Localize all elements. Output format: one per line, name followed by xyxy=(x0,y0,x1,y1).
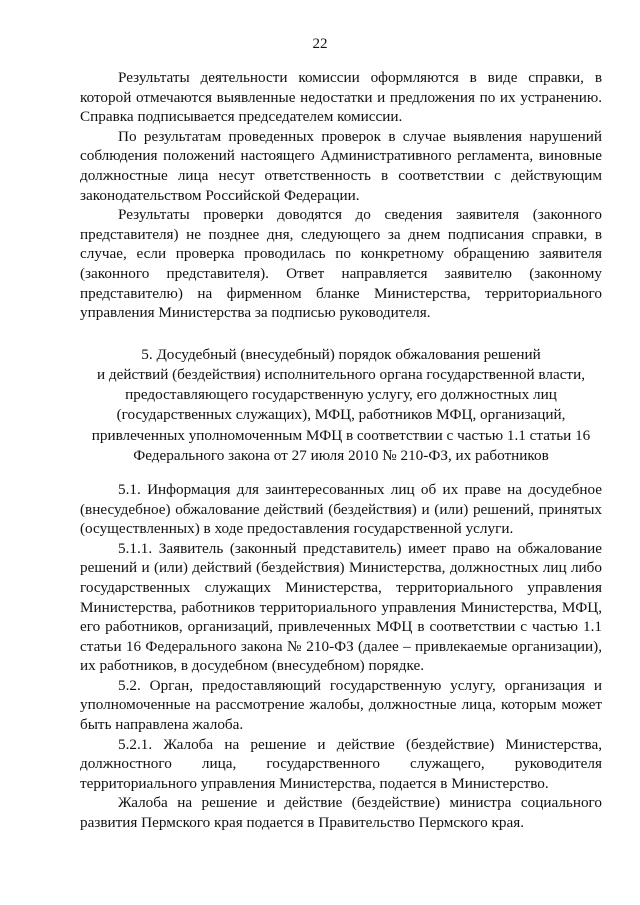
paragraph-inspection-results: Результаты проверки доводятся до сведения заявителя (законного представителя) не позднее дня, следующего за днем подписания справки, в случае, если проверка проводилась по конкретному обращению заявителя (законного представителя). Ответ направляется заявителю (законному представителю) на фирменном бланке Министерства, территориального управления Министерства за подписью руководителя. xyxy=(80,206,602,322)
paragraph-5-1: 5.1. Информация для заинтересованных лиц об их праве на досудебное (внесудебное) обжалование действий (бездействия) и (или) решений, принятых (осуществленных) в ходе предоставления государственной услуги. xyxy=(80,480,602,538)
page-number: 22 xyxy=(312,36,328,52)
section-5-heading xyxy=(80,345,602,466)
section-heading-line: предоставляющего государственную услугу, его должностных лиц xyxy=(125,386,557,404)
section-heading-line: привлеченных уполномоченным МФЦ в соответствии с частью 1.1 статьи 16 xyxy=(91,426,591,444)
paragraph-5-2-1: 5.2.1. Жалоба на решение и действие (бездействие) Министерства, должностного лица, государственного служащего, руководителя территориального управления Министерства, подается в Министерство. xyxy=(80,735,602,792)
paragraph-violations-responsibility: По результатам проведенных проверок в случае выявления нарушений соблюдения положений настоящего Административного регламента, виновные должностные лица несут ответственность в соответствии с действующим законодательством Российской Федерации. xyxy=(80,127,602,204)
section-heading-line: 5. Досудебный (внесудебный) порядок обжалования решений xyxy=(141,345,541,363)
section-heading-line: (государственных служащих), МФЦ, работников МФЦ, организаций, xyxy=(116,406,566,424)
paragraph-commission-results: Результаты деятельности комиссии оформляются в виде справки, в которой отмечаются выявленные недостатки и предложения по их устранению. Справка подписывается председателем комиссии. xyxy=(80,69,602,126)
section-heading-line: Федерального закона от 27 июля 2010 № 210-ФЗ, их работников xyxy=(133,446,549,464)
document-body xyxy=(80,68,602,833)
paragraph-minister-complaint: Жалоба на решение и действие (бездействие) министра социального развития Пермского края подается в Правительство Пермского края. xyxy=(80,794,602,832)
paragraph-5-1-1: 5.1.1. Заявитель (законный представитель) имеет право на обжалование решений и (или) действий (бездействия) Министерства, должностных лиц либо государственных служащих Министерства, территориального управления Министерства, работников территориального управления Министерства, МФЦ, его работников, организаций, привлеченных МФЦ в соответствии с частью 1.1 статьи 16 Федерального закона № 210-ФЗ (далее – привлекаемые организации), их работников, в досудебном (внесудебном) порядке. xyxy=(80,539,602,675)
paragraph-5-2: 5.2. Орган, предоставляющий государственную услугу, организация и уполномоченные на рассмотрение жалобы, должностные лица, которым может быть направлена жалоба. xyxy=(80,676,602,734)
section-heading-line: и действий (бездействия) исполнительного органа государственной власти, xyxy=(97,365,585,383)
